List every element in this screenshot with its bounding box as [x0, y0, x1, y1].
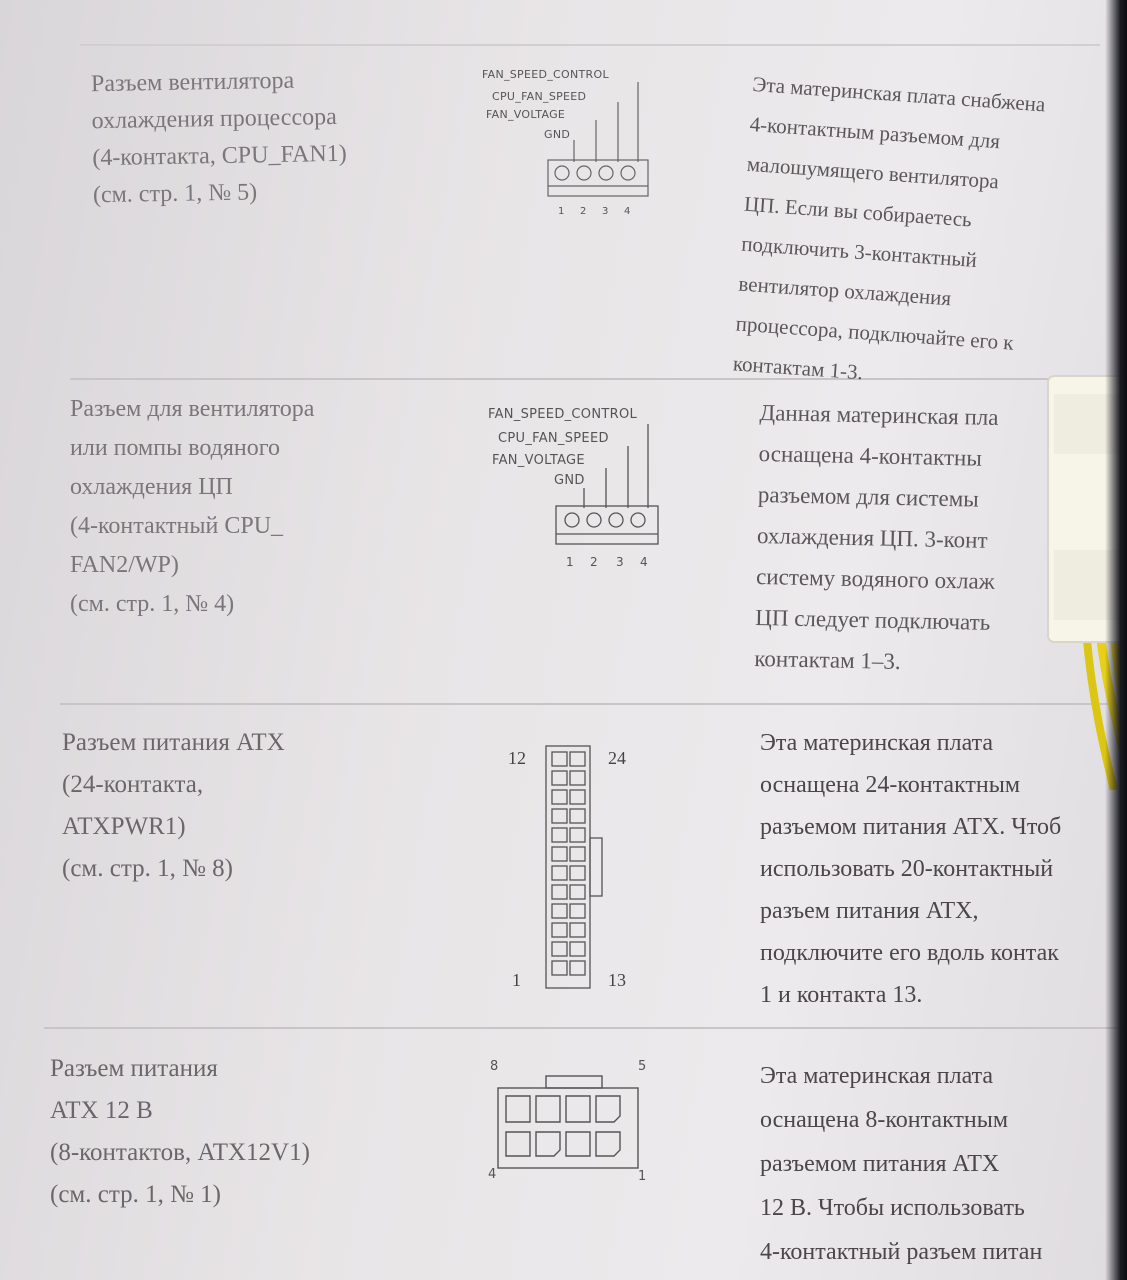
desc-line: контактам 1–3. — [754, 645, 901, 675]
title-line: ATX 12 В — [50, 1097, 153, 1124]
title-line: (8-контактов, ATX12V1) — [50, 1139, 310, 1166]
pin-label-cpu-fan-speed: CPU_FAN_SPEED — [498, 431, 609, 446]
pin-label-cpu-fan-speed: CPU_FAN_SPEED — [492, 90, 587, 103]
desc-line: 4-контактный разъем питан — [760, 1239, 1043, 1265]
desc-line: разъемом питания ATX — [760, 1151, 1000, 1177]
corner-label-top-right: 5 — [638, 1059, 647, 1074]
section-3-description — [760, 722, 1061, 1016]
title-line: FAN2/WP) — [70, 552, 179, 578]
title-line: (4-контактный CPU_ — [70, 513, 284, 539]
atxpwr1-24pin-diagram — [500, 740, 650, 1000]
pin-grid — [552, 752, 585, 975]
title-line: Разъем питания ATX — [62, 729, 285, 756]
desc-line: подключить 3-контактный — [740, 231, 978, 272]
desc-line: ЦП следует подключать — [755, 604, 991, 635]
pin-number: 2 — [580, 206, 587, 217]
divider-3 — [44, 1027, 1127, 1029]
pin-label-gnd: GND — [554, 473, 585, 488]
cpu-fan2-wp-diagram — [484, 402, 674, 572]
title-line: (24-контакта, — [62, 771, 204, 798]
corner-label-bottom-right: 13 — [608, 970, 626, 990]
pin-number: 4 — [624, 206, 631, 217]
title-line: Разъем питания — [50, 1055, 218, 1082]
title-line: Разъем вентилятора — [90, 67, 295, 98]
section-2-title — [70, 390, 314, 624]
title-line: ATXPWR1) — [62, 813, 186, 840]
pin-label-fan-speed-control: FAN_SPEED_CONTROL — [482, 68, 609, 81]
title-line: или помпы водяного — [70, 435, 281, 461]
desc-line: Данная материнская пла — [759, 399, 999, 430]
desc-line: разъемом для системы — [757, 481, 980, 512]
corner-label-top-left: 12 — [508, 748, 526, 768]
desc-line: оснащена 8-контактным — [760, 1107, 1009, 1133]
cpu-fan1-diagram — [478, 64, 658, 224]
desc-line: подключите его вдоль контак — [760, 940, 1059, 966]
desc-line: Эта материнская плата — [760, 730, 994, 756]
desc-line: оснащена 4-контактны — [758, 440, 983, 471]
pin-label-gnd: GND — [544, 128, 571, 141]
desc-line: Эта материнская плата — [760, 1063, 994, 1089]
pin-label-fan-voltage: FAN_VOLTAGE — [492, 453, 585, 468]
section-3-title — [62, 722, 285, 890]
pin-label-fan-voltage: FAN_VOLTAGE — [486, 108, 566, 121]
desc-line: разъемом питания ATX. Чтоб — [760, 814, 1062, 840]
pin-number: 3 — [602, 206, 609, 217]
title-line: (см. стр. 1, № 1) — [50, 1181, 221, 1208]
divider-top — [80, 44, 1100, 46]
desc-line: малошумящего вентилятора — [746, 151, 1000, 194]
title-line: (см. стр. 1, № 5) — [92, 179, 258, 209]
desc-line: разъем питания ATX, — [760, 898, 979, 924]
atx12v1-8pin-diagram — [484, 1056, 654, 1186]
desc-line: процессора, подключайте его к — [735, 311, 1015, 355]
corner-label-bottom-left: 1 — [512, 970, 521, 990]
title-line: (см. стр. 1, № 8) — [62, 855, 233, 882]
desc-line: вентилятор охлаждения — [737, 271, 952, 311]
desc-line: систему водяного охлаж — [755, 563, 995, 594]
title-line: охлаждения ЦП — [70, 474, 233, 500]
pin-label-fan-speed-control: FAN_SPEED_CONTROL — [488, 407, 638, 422]
pin-number: 1 — [558, 206, 565, 217]
title-line: (см. стр. 1, № 4) — [70, 591, 235, 617]
corner-label-top-right: 24 — [608, 748, 626, 768]
section-1-description — [732, 64, 1047, 404]
section-1-title — [91, 62, 348, 214]
title-line: Разъем для вентилятора — [70, 396, 315, 422]
pin-number: 1 — [566, 555, 574, 569]
title-line: охлаждения процессора — [91, 103, 337, 135]
desc-line: ЦП. Если вы собираетесь — [743, 191, 973, 232]
section-4-title — [50, 1048, 310, 1216]
desc-line: 4-контактным разъемом для — [748, 111, 1001, 154]
desc-line: охлаждения ЦП. 3-конт — [756, 522, 988, 553]
corner-label-bottom-left: 4 — [488, 1167, 497, 1182]
pin-number: 3 — [616, 555, 624, 569]
desc-line: использовать 20-контактный — [760, 856, 1054, 882]
section-4-description — [760, 1054, 1042, 1274]
pin-number: 4 — [640, 555, 648, 569]
page-edge-shadow — [1105, 0, 1127, 1280]
divider-2 — [60, 703, 1127, 705]
desc-line: Эта материнская плата снабжена — [751, 71, 1047, 117]
desc-line: контактам 1-3. — [732, 351, 864, 385]
corner-label-bottom-right: 1 — [638, 1169, 647, 1184]
corner-label-top-left: 8 — [490, 1059, 499, 1074]
desc-line: 12 В. Чтобы использовать — [760, 1195, 1025, 1221]
desc-line: 1 и контакта 13. — [760, 982, 923, 1008]
pin-number: 2 — [590, 555, 598, 569]
section-2-description — [754, 392, 999, 684]
desc-line: оснащена 24-контактным — [760, 772, 1021, 798]
title-line: (4-контакта, CPU_FAN1) — [92, 140, 347, 172]
